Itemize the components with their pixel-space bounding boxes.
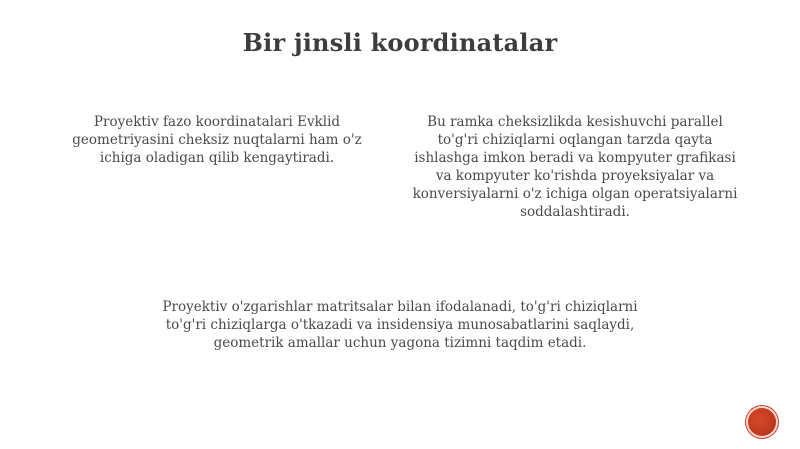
next-slide-button[interactable] (748, 408, 776, 436)
text-block-left: Proyektiv fazo koordinatalari Evklid geometriyasini cheksiz nuqtalarni ham o'z ichiga oladigan qilib kengaytiradi. (72, 114, 362, 166)
text-block-bottom: Proyektiv o'zgarishlar matritsalar bilan ifodalanadi, to'g'ri chiziqlarni to'g'ri chiziqlarga o'tkazadi va insidensiya munosabatlarini saqlaydi, geometrik amallar uchun yagona tizimni taqdim etadi. (162, 299, 638, 351)
slide-title: Bir jinsli koordinatalar (242, 28, 558, 57)
text-block-right: Bu ramka cheksizlikda kesishuvchi parallel to'g'ri chiziqlarni oqlangan tarzda qayta ishlashga imkon beradi va kompyuter grafikasi va kompyuter ko'rishda proyeksiyalar va konversiyalarni o'z ichiga olgan operatsiyalarni soddalashtiradi. (412, 114, 738, 220)
